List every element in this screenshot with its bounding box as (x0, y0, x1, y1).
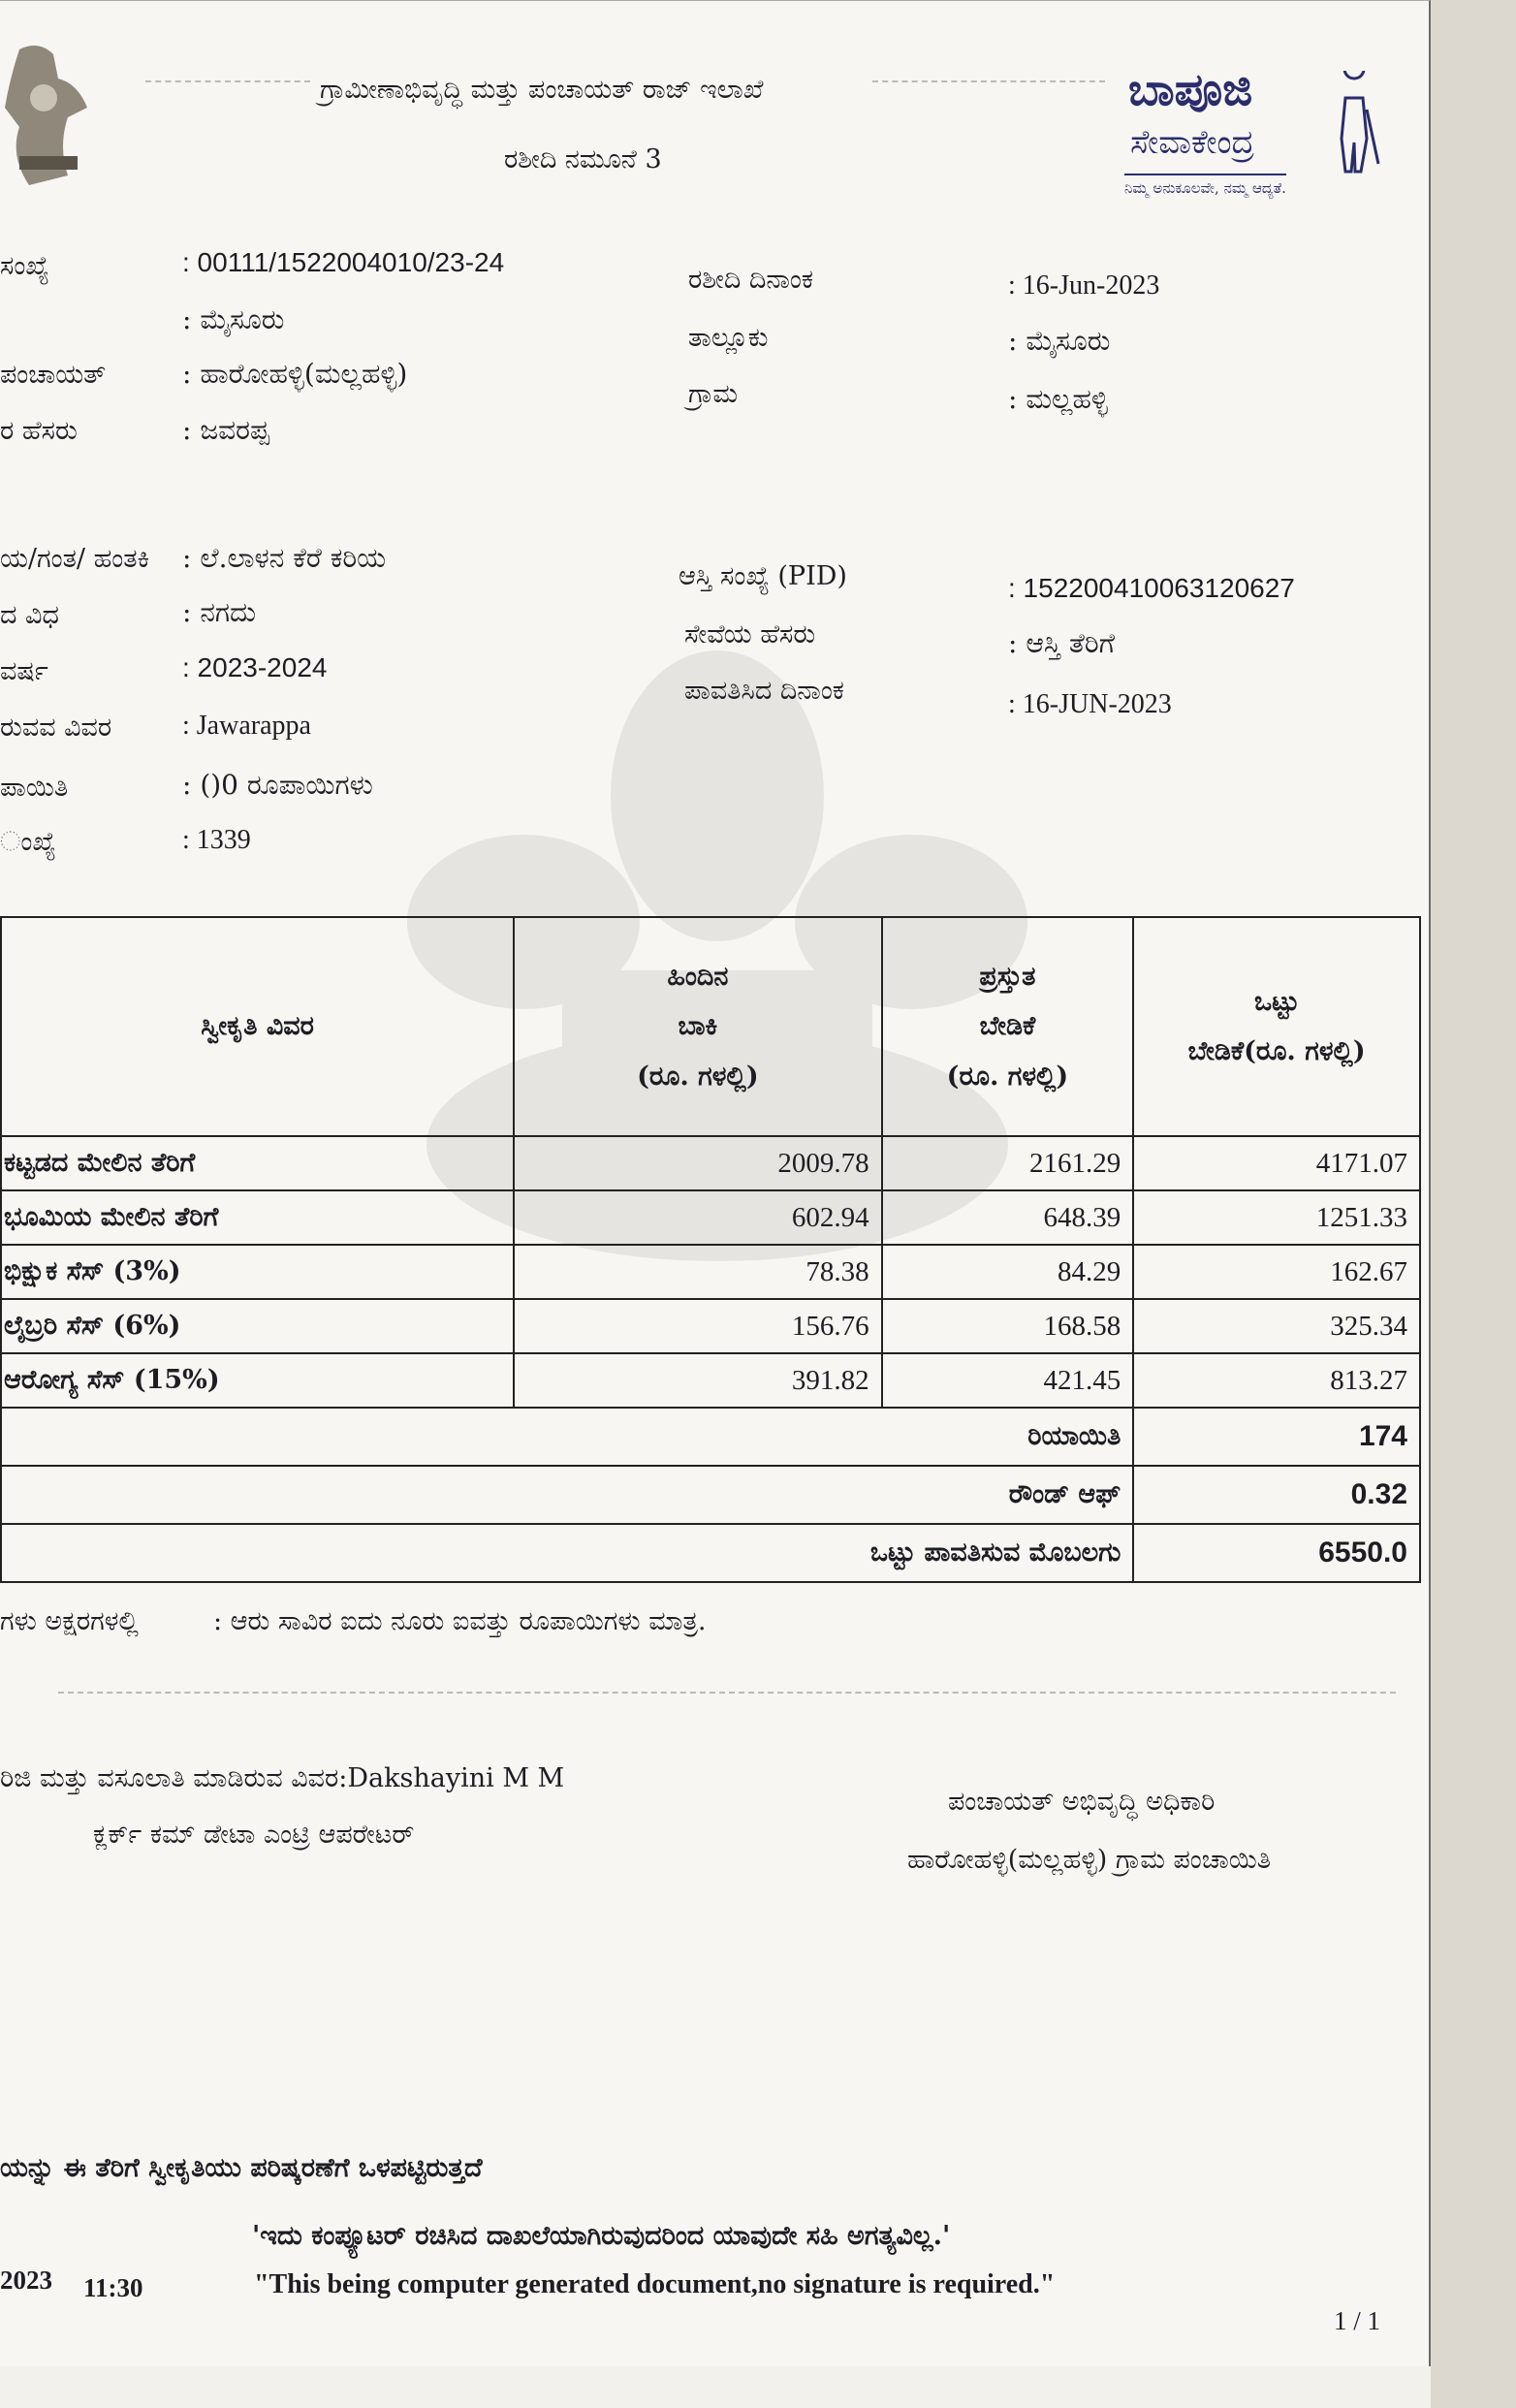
info-label-rebate: ಪಾಯಿತಿ (0, 773, 69, 803)
row-total: 162.67 (1133, 1245, 1420, 1299)
kannada-disclaimer: 'ಇದು ಕಂಪ್ಯೂಟರ್ ರಚಿಸಿದ ದಾಖಲೆಯಾಗಿರುವುದರಿಂದ ಯಾವುದೇ ಸಹಿ ಅಗತ್ಯವಿಲ್ಲ.' (252, 2221, 951, 2251)
table-row (1, 1299, 1420, 1353)
row-previous: 156.76 (514, 1299, 881, 1353)
info-label-taluk: ತಾಲ್ಲೂಕು (688, 323, 769, 353)
header-rule-left (145, 80, 310, 82)
grand-total-value: 6550.0 (1133, 1524, 1420, 1582)
amount-words-value: : ಆರು ಸಾವಿರ ಐದು ನೂರು ಐವತ್ತು ರೂಪಾಯಿಗಳು ಮಾತ್ರ. (213, 1606, 707, 1636)
row-current: 2161.29 (882, 1136, 1134, 1190)
row-previous: 2009.78 (514, 1136, 881, 1190)
row-total: 4171.07 (1133, 1136, 1420, 1190)
info-label-owner-name: ರ ಹೆಸರು (0, 416, 78, 446)
info-value-receipt-no: : 00111/1522004010/23-24 (182, 247, 505, 277)
info-value-paid-date: : 16-JUN-2023 (1008, 689, 1172, 719)
row-current: 168.58 (882, 1299, 1134, 1353)
info-label-panchayat: ಪಂಚಾಯತ್ (0, 360, 107, 390)
collector-designation: ಕ್ಲರ್ಕ್ ಕಮ್ ಡೇಟಾ ಎಂಟ್ರಿ ಆಪರೇಟರ್ (93, 1820, 415, 1850)
table-row (1, 1245, 1420, 1299)
fee-table (0, 916, 1421, 1583)
info-label-payment-mode: ದ ವಿಧ (0, 600, 59, 630)
row-current: 84.29 (882, 1245, 1134, 1299)
info-label-service-name: ಸೇವೆಯ ಹೆಸರು (684, 619, 816, 650)
info-value-survey: : ಲೆ.ಲಾಳನ ಕೆರೆ ಕರಿಯ (182, 542, 387, 574)
roundoff-row (1, 1466, 1420, 1524)
row-total: 325.34 (1133, 1299, 1420, 1353)
print-date: 2023 (0, 2265, 52, 2295)
amount-words-label: ಗಳು ಅಕ್ಷರಗಳಲ್ಲಿ (0, 1606, 139, 1636)
row-current: 648.39 (882, 1190, 1134, 1245)
officer-title: ಪಂಚಾಯತ್ ಅಭಿವೃದ್ಧಿ ಅಧಿಕಾರಿ (948, 1787, 1216, 1817)
info-label-paid-date: ಪಾವತಿಸಿದ ದಿನಾಂಕ (684, 676, 844, 706)
grand-total-row (1, 1524, 1420, 1582)
info-value-number: : 1339 (182, 825, 251, 855)
info-value-service-name: : ಆಸ್ತಿ ತೆರಿಗೆ (1008, 627, 1115, 659)
info-value-district: : ಮೈಸೂರು (182, 303, 285, 335)
page-shadow (1431, 0, 1516, 2408)
info-value-rebate: : ()0 ರೂಪಾಯಿಗಳು (182, 769, 373, 801)
rebate-value: 174 (1133, 1408, 1420, 1466)
officer-panchayat: ಹಾರೋಹಳ್ಳಿ(ಮಲ್ಲಹಳ್ಳಿ) ಗ್ರಾಮ ಪಂಚಾಯಿತಿ (907, 1845, 1272, 1875)
table-header-row (1, 917, 1420, 1136)
info-value-payer: : Jawarappa (182, 711, 311, 741)
info-label-number: ಂಖ್ಯೆ (0, 827, 56, 857)
info-value-pid: : 152200410063120627 (1008, 573, 1295, 603)
row-total: 1251.33 (1133, 1190, 1420, 1245)
info-label-village: ಗ್ರಾಮ (688, 379, 739, 409)
rebate-row (1, 1408, 1420, 1466)
info-value-year: : 2023-2024 (182, 652, 328, 682)
row-name: ಭೂಮಿಯ ಮೇಲಿನ ತೆರಿಗೆ (1, 1190, 514, 1245)
row-name: ಕಟ್ಟಡದ ಮೇಲಿನ ತೆರಿಗೆ (1, 1136, 514, 1190)
row-previous: 78.38 (514, 1245, 881, 1299)
row-previous: 391.82 (514, 1353, 881, 1408)
roundoff-label: ರೌಂಡ್ ಆಫ್ (1, 1466, 1133, 1524)
english-disclaimer: "This being computer generated document,no signature is required." (254, 2269, 1056, 2299)
row-name: ಆರೋಗ್ಯ ಸೆಸ್ (15%) (1, 1353, 514, 1408)
government-emblem-icon (0, 40, 107, 205)
table-row (1, 1136, 1420, 1190)
info-value-payment-mode: : ನಗದು (182, 596, 257, 628)
column-header-current: ಪ್ರಸ್ತುತ ಬೇಡಿಕೆ (ರೂ. ಗಳಲ್ಲಿ) (882, 917, 1134, 1136)
column-header-description: ಸ್ವೀಕೃತಿ ವಿವರ (1, 917, 514, 1136)
info-label-year: ವರ್ಷ (0, 656, 48, 686)
info-label-pid: ಆಸ್ತಿ ಸಂಖ್ಯೆ (PID) (679, 561, 847, 591)
roundoff-value: 0.32 (1133, 1466, 1420, 1524)
table-row (1, 1353, 1420, 1408)
column-header-total: ಒಟ್ಟು ಬೇಡಿಕೆ(ರೂ. ಗಳಲ್ಲಿ) (1133, 917, 1420, 1136)
info-label-receipt-no: ಸಂಖ್ಯೆ (0, 251, 49, 281)
row-name: ಲೈಬ್ರರಿ ಸೆಸ್ (6%) (1, 1299, 514, 1353)
table-row (1, 1190, 1420, 1245)
collector-details: ರಿಜಿ ಮತ್ತು ವಸೂಲಾತಿ ಮಾಡಿರುವ ವಿವರ:Dakshayini M M (0, 1763, 565, 1793)
info-value-village: : ಮಲ್ಲಹಳ್ಳಿ (1008, 383, 1108, 415)
header-rule-right (872, 80, 1105, 82)
print-time: 11:30 (83, 2273, 143, 2302)
row-current: 421.45 (882, 1353, 1134, 1408)
department-title: ಗ್ರಾಮೀಣಾಭಿವೃದ್ಧಿ ಮತ್ತು ಪಂಚಾಯತ್ ರಾಜ್ ಇಲಾಖೆ (320, 75, 764, 105)
info-value-receipt-date: : 16-Jun-2023 (1008, 270, 1160, 301)
column-header-previous: ಹಿಂದಿನ ಬಾಕಿ (ರೂ. ಗಳಲ್ಲಿ) (514, 917, 881, 1136)
info-value-panchayat: : ಹಾರೋಹಳ್ಳಿ(ಮಲ್ಲಹಳ್ಳಿ) (182, 358, 408, 390)
page-number: 1 / 1 (1334, 2306, 1381, 2335)
info-value-owner-name: : ಜವರಪ್ಪ (182, 414, 270, 446)
info-label-survey: ಯ/ಗಂತ/ ಹಂತಕಿ (0, 544, 150, 574)
form-title: ರಶೀದಿ ನಮೂನೆ 3 (504, 144, 662, 174)
row-name: ಭಿಕ್ಷುಕ ಸೆಸ್ (3%) (1, 1245, 514, 1299)
info-label-receipt-date: ರಶೀದಿ ದಿನಾಂಕ (688, 265, 813, 295)
rebate-label: ರಿಯಾಯಿತಿ (1, 1408, 1133, 1466)
info-label-payer: ರುವವ ವಿವರ (0, 713, 112, 743)
grand-total-label: ಒಟ್ಟು ಪಾವತಿಸುವ ಮೊಬಲಗು (1, 1524, 1133, 1582)
row-previous: 602.94 (514, 1190, 881, 1245)
gandhi-figure-icon (1328, 71, 1380, 174)
revision-note: ಯನ್ನು ಈ ತೆರಿಗೆ ಸ್ವೀಕೃತಿಯು ಪರಿಷ್ಕರಣೆಗೆ ಒಳಪಟ್ಟಿರುತ್ತದೆ (0, 2153, 483, 2183)
bapuji-logo: ಬಾಪೂಜಿ ಸೇವಾಕೇಂದ್ರ ನಿಮ್ಮ ಅನುಕೂಲವೇ, ನಮ್ಮ ಆದ್ಯತೆ. (1124, 63, 1384, 208)
section-divider (58, 1692, 1396, 1694)
row-total: 813.27 (1133, 1353, 1420, 1408)
info-value-taluk: : ಮೈಸೂರು (1008, 325, 1111, 357)
